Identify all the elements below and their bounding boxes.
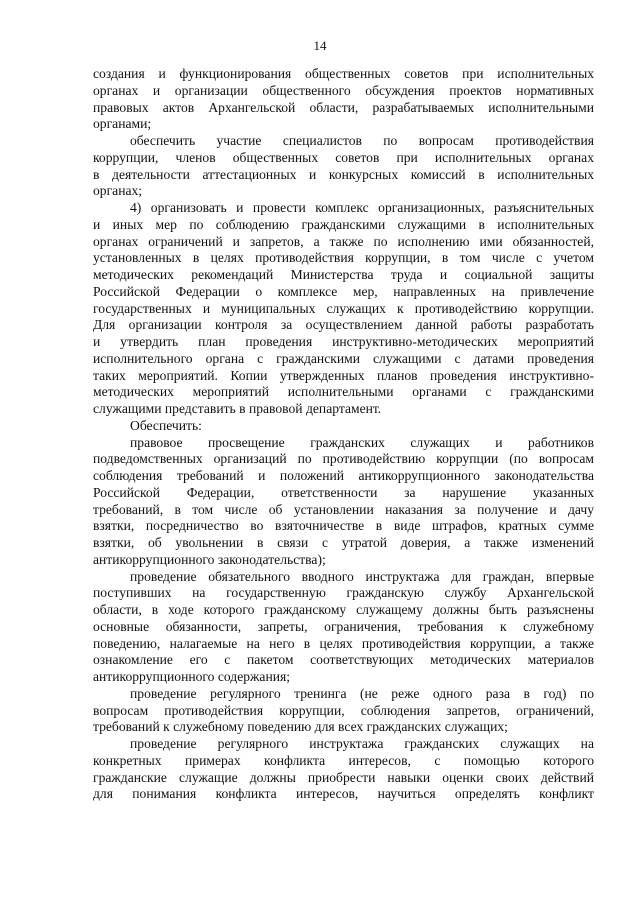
text-line: для понимания конфликта интересов, научиться определять конфликт — [93, 786, 594, 802]
text-line: органах; — [93, 183, 143, 199]
text-line: требований, в том числе об установлении наказания за получение и дачу — [93, 501, 594, 517]
text-line: вопросам противодействия коррупции, соблюдения запретов, ограничений, — [93, 702, 594, 718]
text-line: государственных и муниципальных служащих к противодействию коррупции. — [93, 300, 594, 316]
text-line: конкретных примерах конфликта интересов, с помощью которого — [93, 752, 594, 768]
text-line: проведение регулярного инструктажа гражданских служащих на — [130, 736, 594, 751]
text-line: коррупции, членов общественных советов при исполнительных органах — [93, 149, 594, 165]
text-line: правовое просвещение гражданских служащих и работников — [130, 434, 594, 450]
text-line: создания и функционирования общественных советов при исполнительных — [93, 66, 594, 81]
text-line: Для организации контроля за осуществлением данной работы разработать — [93, 317, 594, 333]
text-line: методических мероприятий исполнительными органами с гражданскими — [93, 384, 594, 400]
text-line: Обеспечить: — [130, 417, 202, 433]
text-line: органах ограничений и запретов, а также по исполнению ими обязанностей, — [93, 233, 594, 249]
text-line: органами; — [93, 116, 152, 132]
text-line: проведение регулярного тренинга (не реже одного раза в год) по — [130, 685, 594, 701]
text-line: подведомственных организаций по противодействию коррупции (по вопросам — [93, 451, 594, 467]
text-line: антикоррупционного законодательства); — [93, 551, 326, 567]
text-line: правовых актов Архангельской области, разрабатываемых исполнительными — [93, 99, 594, 115]
text-line: установленных в целях противодействия коррупции, в том числе с учетом — [93, 250, 594, 266]
text-line: таких мероприятий. Копии утвержденных планов проведения инструктивно- — [93, 367, 594, 383]
text-line: основные обязанности, запреты, ограничения, требования к служебному — [93, 618, 594, 634]
page-number: 14 — [313, 38, 327, 53]
text-line: в деятельности аттестационных и конкурсных комиссий в исполнительных — [93, 166, 594, 182]
text-line: области, в ходе которого гражданскому служащему должны быть разъяснены — [93, 602, 594, 617]
text-line: служащими представить в правовой департамент. — [93, 401, 382, 416]
text-line: Российской Федерации о комплексе мер, направленных на привлечение — [93, 283, 594, 299]
text-line: исполнительного органа с гражданскими служащими с датами проведения — [93, 350, 594, 366]
text-line: требований к служебному поведению для всех гражданских служащих; — [93, 719, 508, 735]
text-line: обеспечить участие специалистов по вопросам противодействия — [130, 133, 594, 148]
text-line: 4) организовать и провести комплекс организационных, разъяснительных — [130, 200, 594, 215]
text-line: и утвердить план проведения инструктивно-методических мероприятий — [93, 334, 594, 349]
text-line: взятки, об увольнении в связи с утратой доверия, а также изменений — [93, 535, 594, 550]
document-body — [93, 66, 594, 803]
text-line: антикоррупционного содержания; — [93, 669, 291, 684]
text-line: Российской Федерации, ответственности за нарушение указанных — [93, 484, 594, 500]
text-line: поведению, налагаемые на него в целях противодействия коррупции, а также — [93, 635, 594, 651]
text-line: органах и организации общественного обсуждения проектов нормативных — [93, 82, 594, 98]
text-line: соблюдения требований и положений антикоррупционного законодательства — [93, 468, 594, 483]
text-line: ознакомление его с пакетом соответствующих методических материалов — [93, 652, 594, 668]
text-line: проведение обязательного вводного инструктажа для граждан, впервые — [130, 568, 594, 584]
text-line: поступивших на государственную гражданскую службу Архангельской — [93, 585, 594, 601]
text-line: методических рекомендаций Министерства труда и социальной защиты — [93, 267, 594, 282]
text-line: и иных мер по соблюдению гражданскими служащими в исполнительных — [93, 216, 594, 232]
text-line: взятки, посредничество во взяточничестве в виде штрафов, кратных сумме — [93, 518, 594, 534]
text-line: гражданские служащие должны приобрести навыки оценки своих действий — [93, 769, 594, 785]
